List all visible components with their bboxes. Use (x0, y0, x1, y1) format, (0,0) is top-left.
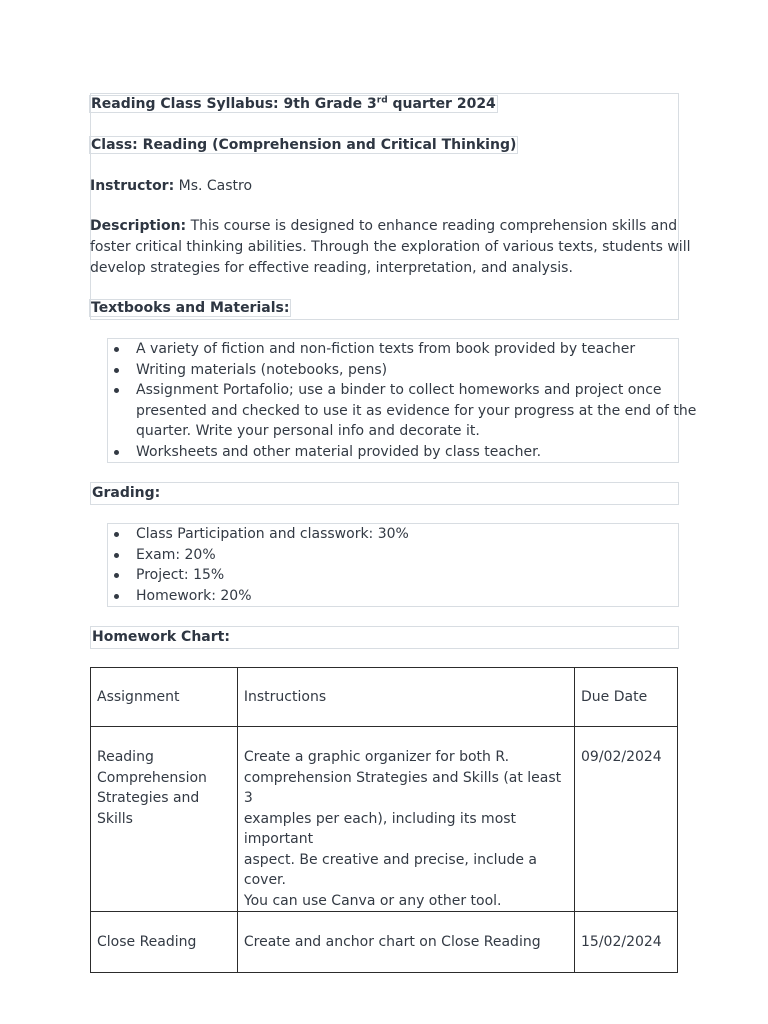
table-row (91, 727, 678, 912)
header-assignment: Assignment (91, 668, 238, 727)
assignment-cell: Close Reading (91, 912, 238, 973)
materials-heading: Textbooks and Materials: (91, 300, 290, 316)
header-instructions: Instructions (237, 668, 574, 727)
table-header-row (91, 668, 678, 727)
list-item: Writing materials (notebooks, pens) (90, 360, 696, 381)
due-date-cell: 15/02/2024 (575, 912, 678, 973)
instructor-label: Instructor: (90, 178, 175, 194)
description-line-1: Description: This course is designed to enhance reading comprehension skills and (90, 218, 678, 234)
class-line: Class: Reading (Comprehension and Critical Thinking) (91, 137, 517, 153)
instructor-value: Ms. Castro (174, 178, 253, 194)
list-item: Assignment Portafolio; use a binder to collect homeworks and project once presented and checked to use it as evidence for your progress at the end of the quarter. Write your personal info and decorate it. (90, 380, 696, 442)
due-date-cell: 09/02/2024 (575, 727, 678, 912)
description-line-2: foster critical thinking abilities. Through the exploration of various texts, students will (90, 239, 691, 255)
homework-heading: Homework Chart: (90, 626, 679, 649)
list-item: Worksheets and other material provided by class teacher. (90, 442, 696, 463)
grading-list (90, 524, 409, 606)
instructor-line (90, 176, 252, 197)
description-line-3: develop strategies for effective reading, interpretation, and analysis. (90, 260, 573, 276)
assignment-cell: Reading Comprehension Strategies and Skills (91, 727, 238, 912)
description-label: Description: (90, 218, 187, 234)
list-item: Class Participation and classwork: 30% (90, 524, 409, 545)
instructions-cell: Create a graphic organizer for both R. comprehension Strategies and Skills (at least 3 examples per each), including its most important aspect. Be creative and precise, include a cover. You can use Canva or any other tool. (237, 727, 574, 912)
syllabus-header-box (90, 93, 679, 320)
homework-table (90, 667, 678, 973)
syllabus-title: Reading Class Syllabus: 9th Grade 3rd quarter 2024 (91, 95, 496, 112)
header-due-date: Due Date (575, 668, 678, 727)
instructions-cell: Create and anchor chart on Close Reading (237, 912, 574, 973)
list-item: Project: 15% (90, 565, 409, 586)
materials-list (90, 339, 696, 462)
table-row (91, 912, 678, 973)
list-item: A variety of fiction and non-fiction texts from book provided by teacher (90, 339, 696, 360)
list-item: Homework: 20% (90, 586, 409, 607)
list-item: Exam: 20% (90, 545, 409, 566)
grading-heading: Grading: (90, 482, 679, 505)
